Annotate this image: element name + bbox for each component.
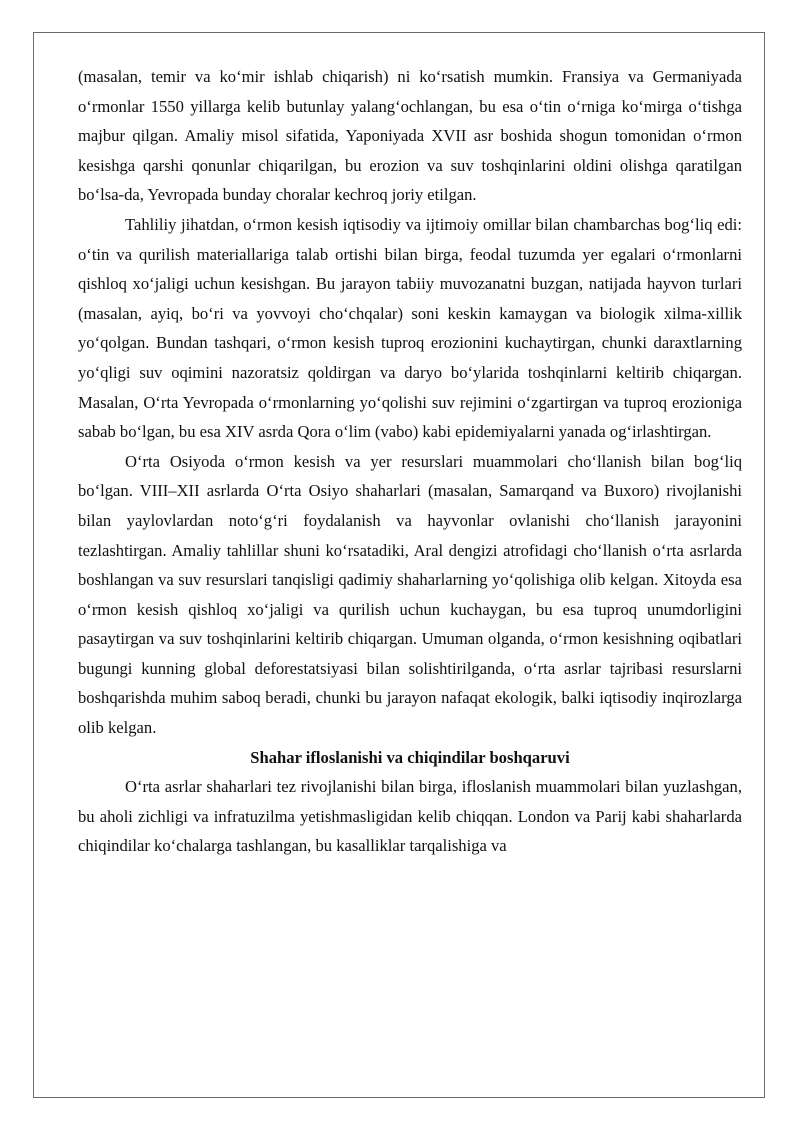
- paragraph-continuation: (masalan, temir va ko‘mir ishlab chiqarish) ni ko‘rsatish mumkin. Fransiya va Germaniyada o‘rmonlar 1550 yillarga kelib butunlay yalang‘ochlangan, bu esa o‘tin o‘rniga ko‘mirga o‘tishga majbur qilgan. Amaliy misol sifatida, Yaponiyada XVII asr boshida shogun tomonidan o‘rmon kesishga qarshi qonunlar chiqarilgan, bu erozion va suv toshqinlarini oldini olishga qaratilgan bo‘lsa-da, Yevropada bunday choralar kechroq joriy etilgan.: [78, 67, 742, 205]
- section-heading: Shahar ifloslanishi va chiqindilar boshqaruvi: [250, 747, 570, 767]
- paragraph-central-asia: O‘rta Osiyoda o‘rmon kesish va yer resurslari muammolari cho‘llanish bilan bog‘liq bo‘lgan. VIII–XII asrlarda O‘rta Osiyo shaharlari (masalan, Samarqand va Buxoro) rivojlanishi bilan yaylovlardan noto‘g‘ri foydalanish va hayvonlar ovlanishi cho‘llanish jarayonini tezlashtirgan. Amaliy tahlillar shuni ko‘rsatadiki, Aral dengizi atrofidagi cho‘llanish o‘rta asrlarda boshlangan va suv resurslari tanqisligi qadimiy shaharlarning yo‘qolishiga olib kelgan. Xitoyda esa o‘rmon kesish qishloq xo‘jaligi va qurilish uchun kuchaygan, bu esa tuproq unumdorligini pasaytirgan va suv toshqinlarini keltirib chiqargan. Umuman olganda, o‘rmon kesishning oqibatlari bugungi kunning global deforestatsiyasi bilan solishtirilganda, o‘rta asrlar tajribasi resurslarni boshqarishda muhim saboq beradi, chunki bu jarayon nafaqat ekologik, balki iqtisodiy inqirozlarga olib kelgan.: [78, 451, 742, 738]
- paragraph-analysis: Tahliliy jihatdan, o‘rmon kesish iqtisodiy va ijtimoiy omillar bilan chambarchas bog‘liq edi: o‘tin va qurilish materiallariga talab ortishi bilan birga, feodal tuzumda yer egalari o‘rmonlarni qishloq xo‘jaligi uchun kesishgan. Bu jarayon tabiiy muvozanatni buzgan, natijada hayvon turlari (masalan, ayiq, bo‘ri va yovvoyi cho‘chqalar) soni keskin kamaygan va biologik xilma-xillik yo‘qolgan. Bundan tashqari, o‘rmon kesish tuproq erozionini kuchaytirgan, chunki daraxtlarning yo‘qligi suv oqimini nazoratsiz qoldirgan va daryo bo‘ylarida toshqinlarni keltirib chiqargan. Masalan, O‘rta Yevropada o‘rmonlarning yo‘qolishi suv rejimini o‘zgartirgan va tuproq erozioniga sabab bo‘lgan, bu esa XIV asrda Qora o‘lim (vabo) kabi epidemiyalarni yanada og‘irlashtirgan.: [78, 214, 742, 442]
- document-body: [78, 62, 742, 861]
- paragraph-urban-pollution: O‘rta asrlar shaharlari tez rivojlanishi bilan birga, ifloslanish muammolari bilan yuzlashgan, bu aholi zichligi va infratuzilma yetishmasligidan kelib chiqqan. London va Parij kabi shaharlarda chiqindilar ko‘chalarga tashlangan, bu kasalliklar tarqalishiga va: [78, 777, 742, 856]
